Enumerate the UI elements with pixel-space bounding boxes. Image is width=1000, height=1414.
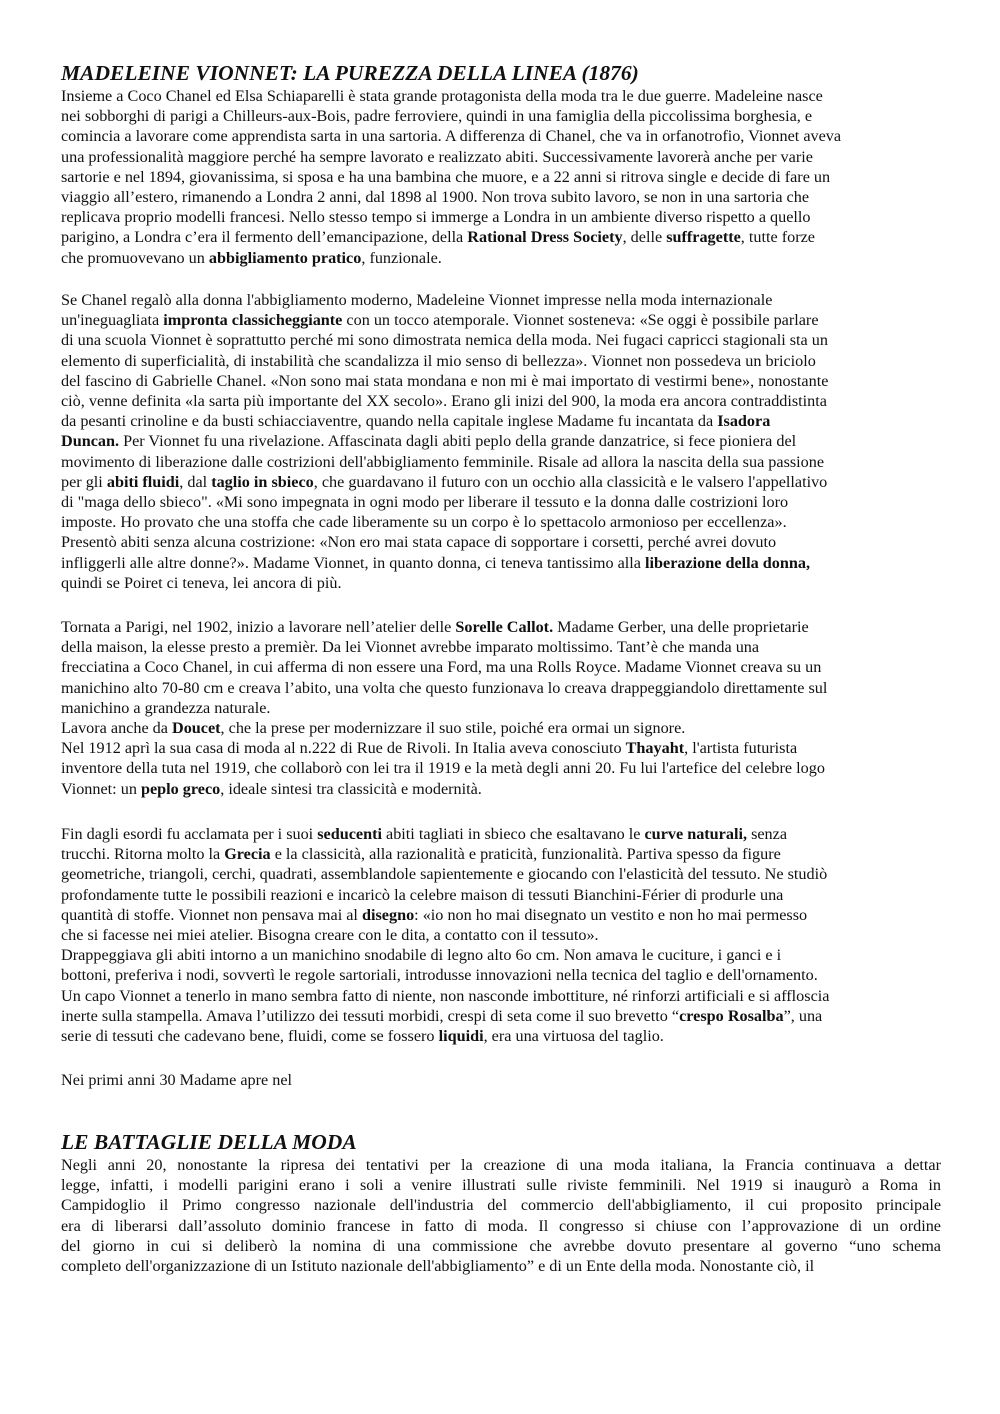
text-line (61, 431, 941, 451)
text-line (61, 779, 941, 799)
text-line (61, 844, 941, 864)
text-line (61, 657, 941, 677)
text-run: legge, infatti, i modelli parigini erano i soli a venire illustrati sulle riviste femminili. Nel 1919 si inaugurò a Roma in (61, 1176, 941, 1195)
bold-text: Thayaht (625, 739, 685, 758)
text-line (61, 290, 941, 310)
bold-text: peplo greco (140, 779, 221, 798)
text-line (61, 106, 941, 126)
paragraph-classical-imprint (61, 290, 941, 593)
bold-text: Rational Dress Society (467, 228, 623, 247)
bold-text: Isadora (717, 412, 771, 431)
text-run: Campidoglio il Primo congresso nazionale dell'industria del commercio dell'abbigliamento, il cui proposito principale (61, 1196, 941, 1215)
text-run: Se Chanel regalò alla donna l'abbigliamento moderno, Madeleine Vionnet impresse nella moda internazionale (61, 291, 773, 309)
text-line (61, 187, 941, 207)
text-line (61, 637, 941, 657)
text-run: una professionalità maggiore perché ha sempre lavorato e realizzato abiti. Successivamente lavorerà anche per varie (61, 147, 813, 166)
text-run: Per Vionnet fu una rivelazione. Affascinata dagli abiti peplo della grande danzatrice, si fece pioniera del (119, 432, 797, 451)
text-run: un'ineguagliata (61, 311, 164, 330)
text-line (61, 371, 941, 391)
text-run: senza (747, 825, 788, 843)
bold-text: taglio in sbieco (211, 472, 314, 491)
text-line (61, 986, 941, 1006)
text-line (61, 945, 941, 965)
text-line (61, 147, 941, 167)
paragraph-bias-cut (61, 824, 941, 1046)
text-line (61, 1195, 941, 1215)
text-line (61, 86, 941, 106)
text-line (61, 678, 941, 698)
text-line (61, 573, 941, 593)
text-line (61, 553, 941, 573)
text-run: , funzionale. (361, 248, 442, 267)
bold-text: liquidi (438, 1027, 484, 1046)
text-run: profondamente tutte le possibili reazioni e incaricò la celebre maison di tessuti Bianchini-Férier di produrle una (61, 885, 784, 904)
text-run: ciò, venne definita «la sarta più importante del XX secolo». Erano gli inizi del 900, la moda era ancora contraddistinta (61, 392, 827, 411)
text-run: manichino a grandezza naturale. (61, 698, 271, 717)
text-run: manichino alto 70-80 cm e creava l’abito, una volta che questo funzionava lo creava drappeggiandolo direttamente sul (61, 678, 828, 697)
text-run: Tornata a Parigi, nel 1902, inizio a lavorare nell’atelier delle (61, 618, 456, 636)
text-line (61, 207, 941, 227)
text-line (61, 1175, 941, 1195)
section-title-battaglie: LE BATTAGLIE DELLA MODA (61, 1130, 357, 1154)
text-run: infliggerli alle altre donne?». Madame Vionnet, in quanto donna, ci teneva tantissimo alla (61, 553, 646, 572)
text-line (61, 925, 941, 945)
text-run: elemento di superficialità, di instabilità che scandalizza il mio senso di bellezza». Vionnet non possedeva un briciolo (61, 351, 816, 370)
text-run: che si facesse nei miei atelier. Bisogna creare con le dita, a contatto con il tessuto». (61, 926, 599, 945)
text-run: nei sobborghi di parigi a Chilleurs-aux-Bois, padre ferroviere, quindi in una famiglia della piccolissima borghesia, e (61, 107, 813, 126)
text-line (61, 718, 941, 738)
text-line (61, 1216, 941, 1236)
bold-text: Doucet (172, 719, 221, 738)
text-line (61, 167, 941, 187)
text-run: e la classicità, alla razionalità e praticità, funzionalità. Partiva spesso da figure (270, 845, 781, 864)
bold-text: seducenti (317, 825, 382, 843)
text-run: di "maga dello sbieco". «Mi sono impegnata in ogni modo per liberare il tessuto e la donna dalle costrizioni loro (61, 493, 789, 512)
text-run: , delle (622, 228, 667, 247)
text-run: quantità di stoffe. Vionnet non pensava mai al (61, 905, 362, 924)
bold-text: abbigliamento pratico (208, 248, 362, 267)
text-run: serie di tessuti che cadevano bene, fluidi, come se fossero (61, 1027, 439, 1046)
text-run: del fascino di Gabrielle Chanel. «Non sono mai stata mondana e non mi è mai importato di vestirmi bene», nonostante (61, 371, 829, 390)
bold-text: suffragette (666, 228, 741, 247)
text-run: imposte. Ho provato che una stoffa che cade liberamente su un corpo è lo spettacolo armonioso per eccellenza». (61, 513, 787, 532)
text-run: Lavora anche da (61, 719, 172, 738)
text-run: abiti tagliati in sbieco che esaltavano le (381, 825, 645, 843)
text-line (61, 698, 941, 718)
text-run: , che la prese per modernizzare il suo stile, poiché era ormai un signore. (220, 719, 686, 738)
paragraph-callot-atelier (61, 617, 941, 799)
text-run: , era una virtuosa del taglio. (483, 1027, 664, 1046)
text-line (61, 1070, 941, 1090)
text-run: ”, una (783, 1006, 823, 1025)
bold-text: liberazione della donna, (645, 553, 811, 572)
text-run: Vionnet: un (61, 779, 141, 798)
text-line (61, 411, 941, 431)
text-run: parigino, a Londra c’era il fermento dell’emancipazione, della (61, 228, 468, 247)
text-run: Presentò abiti senza alcuna costrizione: «Non ero mai stata capace di sopportare i corsetti, perché avrei dovuto (61, 533, 777, 552)
text-line (61, 1026, 941, 1046)
text-run: , ideale sintesi tra classicità e modernità. (220, 779, 482, 798)
text-run: trucchi. Ritorna molto la (61, 845, 225, 864)
text-run: Insieme a Coco Chanel ed Elsa Schiaparelli è stata grande protagonista della moda tra le due guerre. Madeleine nasce (61, 87, 823, 105)
text-run: che promuovevano un (61, 248, 209, 267)
text-line (61, 617, 941, 637)
paragraph-early-life (61, 86, 941, 268)
text-line (61, 391, 941, 411)
text-line (61, 310, 941, 330)
text-line (61, 126, 941, 146)
text-line (61, 864, 941, 884)
text-line (61, 1236, 941, 1256)
bold-text: disegno (361, 905, 415, 924)
bold-text: Grecia (224, 845, 271, 864)
text-line (61, 452, 941, 472)
text-line (61, 532, 941, 552)
text-line (61, 351, 941, 371)
text-run: di una scuola Vionnet è soprattutto perché mi sono dimostrata nemica della moda. Nei fugaci capricci stagionali sta un (61, 331, 828, 350)
text-line (61, 512, 941, 532)
text-line (61, 965, 941, 985)
text-run: della maison, la elesse presto a premièr. Da lei Vionnet avrebbe imparato moltissimo. Tant’è che manda una (61, 638, 760, 657)
text-line (61, 227, 941, 247)
text-run: movimento di liberazione dalle costrizioni dell'abbigliamento femminile. Risale ad allora la nascita della sua passione (61, 452, 825, 471)
text-run: comincia a lavorare come apprendista sarta in una sartoria. A differenza di Chanel, che va in orfanotrofio, Vionnet aveva (61, 127, 842, 146)
text-run: viaggio all’estero, rimanendo a Londra 2 anni, dal 1898 al 1900. Non trova subito lavoro, se non in una sartoria che (61, 188, 810, 207)
bold-text: crespo Rosalba (679, 1006, 784, 1025)
bold-text: curve naturali, (644, 825, 748, 843)
text-run: inventore della tuta nel 1919, che collaborò con lei tra il 1919 e la metà degli anni 20. Fu lui l'artefice del celebre logo (61, 759, 825, 778)
text-line (61, 824, 941, 844)
text-line (61, 1256, 941, 1276)
text-run: con un tocco atemporale. Vionnet sosteneva: «Se oggi è possibile parlare (342, 311, 819, 330)
bold-text: abiti fluidi (106, 472, 180, 491)
text-line (61, 1006, 941, 1026)
text-run: per gli (61, 472, 107, 491)
bold-text: Duncan. (61, 432, 120, 451)
bold-text: Sorelle Callot. (455, 618, 554, 636)
text-run: sartorie e nel 1894, giovanissima, si sposa e ha una bambina che muore, e a 22 anni si ritrova single e decide di fare un (61, 167, 831, 186)
text-run: , tutte forze (740, 228, 815, 247)
text-run: Negli anni 20, nonostante la ripresa dei tentativi per la creazione di una moda italiana, la Francia continuava a dettar (61, 1156, 941, 1174)
text-run: , dal (179, 472, 212, 491)
text-run: bottoni, preferiva i nodi, sovvertì le regole sartoriali, introdusse innovazioni nella tecnica del taglio e dell'ornamento. (61, 966, 818, 985)
text-run: geometriche, triangoli, cerchi, quadrati, assemblandole sapientemente e giocando con l'elasticità del tessuto. Ne studiò (61, 865, 828, 884)
text-run: , l'artista futurista (684, 739, 798, 758)
text-run: Madame Gerber, una delle proprietarie (553, 618, 809, 636)
text-line (61, 248, 941, 268)
section-title-vionnet: MADELEINE VIONNET: LA PUREZZA DELLA LINEA (1876) (61, 61, 639, 85)
text-run: da pesanti crinoline e da busti schiacciaventre, quando nella capitale inglese Madame fu incantata da (61, 412, 718, 431)
text-run: completo dell'organizzazione di un Istituto nazionale dell'abbigliamento” e di un Ente della moda. Nonostante ciò, il (61, 1257, 815, 1276)
text-run: , che guardavano il futuro con un occhio alla classicità e le valsero l'appellativo (313, 472, 828, 491)
text-run: replicava proprio modelli francesi. Nello stesso tempo si immerge a Londra in un ambiente diverso rispetto a quello (61, 208, 811, 227)
bold-text: impronta classicheggiante (163, 311, 343, 330)
text-run: era di liberarsi dall’assoluto dominio francese in fatto di moda. Il congresso si chiuse con l’approvazione di un ordine (61, 1216, 941, 1235)
text-run: Nel 1912 aprì la sua casa di moda al n.222 di Rue de Rivoli. In Italia aveva conosciuto (61, 739, 626, 758)
text-run: frecciatina a Coco Chanel, in cui afferma di non essere una Ford, ma una Rolls Royce. Madame Vionnet creava su un (61, 658, 822, 677)
text-run: Fin dagli esordi fu acclamata per i suoi (61, 825, 318, 843)
text-line (61, 1155, 941, 1175)
text-run: inerte sulla stampella. Amava l’utilizzo dei tessuti morbidi, crespi di seta come il suo brevetto “ (61, 1006, 680, 1025)
text-run: Nei primi anni 30 Madame apre nel (61, 1071, 293, 1089)
text-line (61, 758, 941, 778)
text-run: del giorno in cui si deliberò la nomina di una commissione che avrebbe dovuto presentare al governo “uno schema (61, 1236, 941, 1255)
paragraph-congress (61, 1155, 941, 1276)
text-run: quindi se Poiret ci teneva, lei ancora di più. (61, 573, 342, 592)
text-line (61, 472, 941, 492)
text-run: Drappeggiava gli abiti intorno a un manichino snodabile di legno alto 6o cm. Non amava le cuciture, i ganci e i (61, 946, 782, 965)
text-line (61, 492, 941, 512)
paragraph-truncated (61, 1070, 941, 1090)
text-line (61, 905, 941, 925)
text-line (61, 885, 941, 905)
text-run: : «io non ho mai disegnato un vestito e non ho mai permesso (414, 905, 808, 924)
text-line (61, 330, 941, 350)
text-run: Un capo Vionnet a tenerlo in mano sembra fatto di niente, non nasconde imbottiture, né rinforzi artificiali e si affloscia (61, 986, 830, 1005)
text-line (61, 738, 941, 758)
